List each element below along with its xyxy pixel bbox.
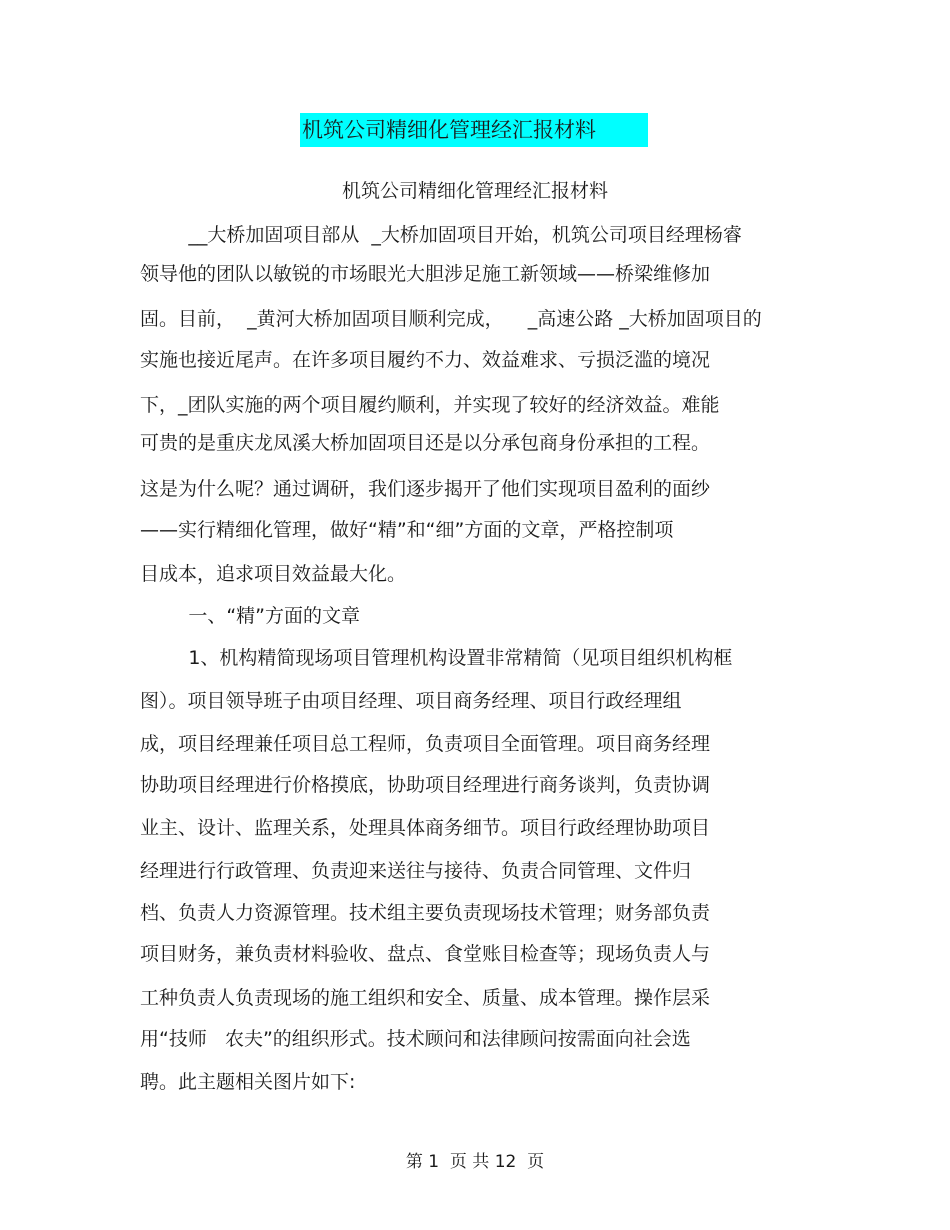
body-line: 工种负责人负责现场的施工组织和安全、质量、成本管理。操作层采 <box>140 987 711 1009</box>
body-line: 经理进行行政管理、负责迎来送往与接待、负责合同管理、文件归 <box>140 860 692 882</box>
body-line: 这是为什么呢？通过调研，我们逐步揭开了他们实现项目盈利的面纱 <box>140 478 711 500</box>
body-line: __大桥加固项目部从 _大桥加固项目开始，机筑公司项目经理杨睿 <box>140 224 742 246</box>
body-line: 用“技师 农夫”的组织形式。技术顾问和法律顾问按需面向社会选 <box>140 1028 691 1050</box>
body-line: 目成本，追求项目效益最大化。 <box>140 563 407 585</box>
section-heading: 一、“精”方面的文章 <box>140 605 361 627</box>
body-line: ——实行精细化管理，做好“精”和“细”方面的文章，严格控制项 <box>140 519 674 541</box>
body-line: 可贵的是重庆龙凤溪大桥加固项目还是以分承包商身份承担的工程。 <box>140 432 711 454</box>
body-line: 档、负责人力资源管理。技术组主要负责现场技术管理；财务部负责 <box>140 902 711 924</box>
body-line: 领导他的团队以敏锐的市场眼光大胆涉足施工新领域——桥梁维修加 <box>140 263 711 285</box>
body-line: 协助项目经理进行价格摸底，协助项目经理进行商务谈判，负责协调 <box>140 774 711 796</box>
body-line: 业主、设计、监理关系，处理具体商务细节。项目行政经理协助项目 <box>140 817 711 839</box>
body-line: 固。目前， _黄河大桥加固项目顺利完成， _高速公路 _大桥加固项目的 <box>140 308 762 330</box>
page-number-footer: 第 1 页 共 12 页 <box>405 1152 545 1172</box>
body-line: 实施也接近尾声。在许多项目履约不力、效益难求、亏损泛滥的境况 <box>140 349 711 371</box>
body-line: 聘。此主题相关图片如下: <box>140 1071 356 1093</box>
body-line: 项目财务，兼负责材料验收、盘点、食堂账目检查等；现场负责人与 <box>140 943 711 965</box>
body-line: 图）。项目领导班子由项目经理、项目商务经理、项目行政经理组 <box>140 690 682 712</box>
body-line: 1、机构精简现场项目管理机构设置非常精简（见项目组织机构框 <box>140 647 733 669</box>
highlighted-title: 机筑公司精细化管理经汇报材料 <box>300 113 648 147</box>
body-line: 下，_团队实施的两个项目履约顺利，并实现了较好的经济效益。难能 <box>140 394 720 416</box>
body-line: 成，项目经理兼任项目总工程师，负责项目全面管理。项目商务经理 <box>140 733 711 755</box>
document-subtitle: 机筑公司精细化管理经汇报材料 <box>341 180 608 202</box>
